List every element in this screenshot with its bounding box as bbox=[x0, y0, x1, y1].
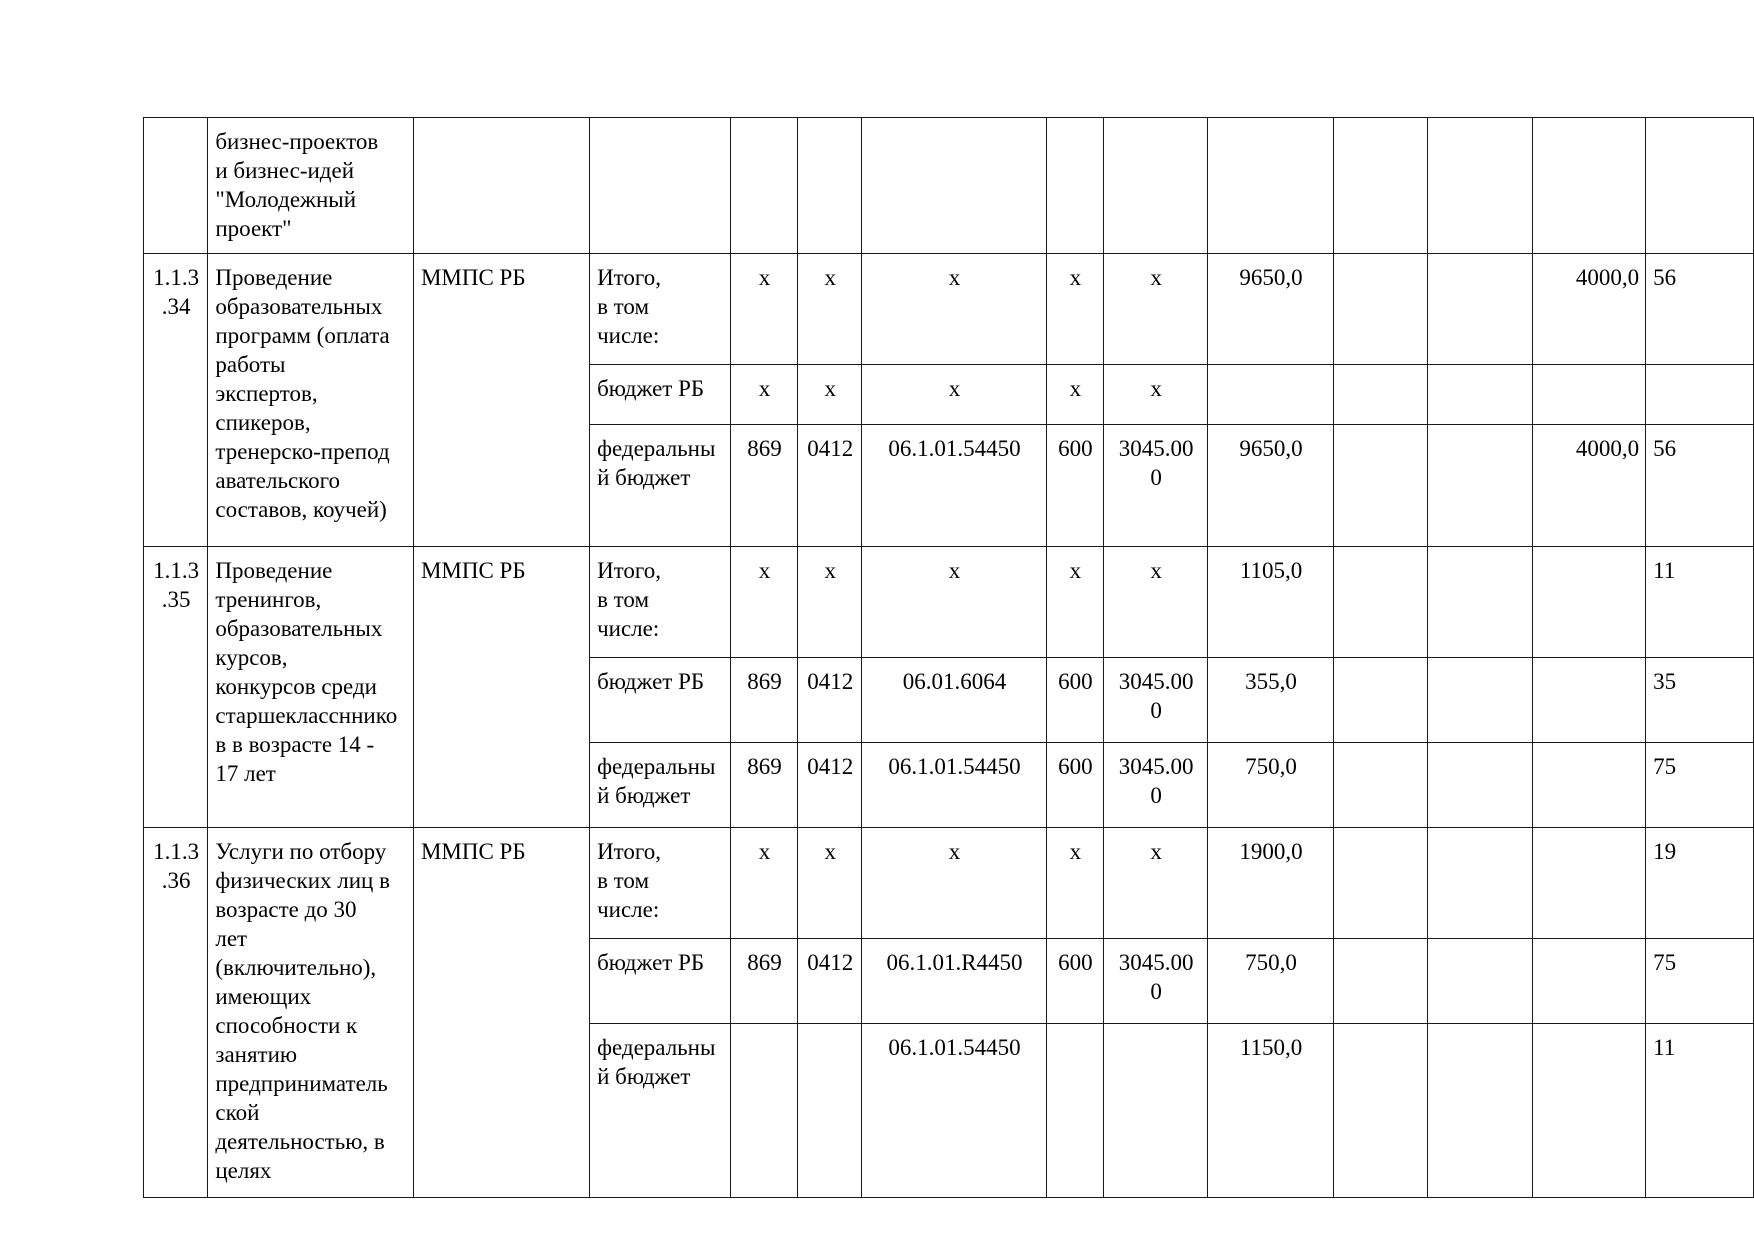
cell-text-line: лет bbox=[215, 926, 248, 951]
cell-text-line: тренингов, bbox=[215, 587, 322, 612]
budget-table bbox=[143, 117, 1754, 1198]
csr-cell bbox=[862, 939, 1046, 1024]
funding-source-cell bbox=[590, 939, 731, 1024]
cell-text: 06.01.6064 bbox=[902, 669, 1007, 694]
rzpr-cell bbox=[798, 254, 862, 365]
total-amount-cell bbox=[1208, 254, 1334, 365]
cell-text: x bbox=[948, 265, 961, 290]
year-amount-cell bbox=[1428, 425, 1533, 547]
cell-text: 75 bbox=[1653, 950, 1677, 975]
year-amount-cell bbox=[1646, 658, 1754, 743]
cell-text-line: Услуги по отбору bbox=[215, 839, 387, 864]
vr-cell bbox=[1046, 425, 1104, 547]
total-amount-cell bbox=[1208, 939, 1334, 1024]
executor-cell bbox=[413, 254, 589, 547]
cell-text-line: 0 bbox=[1150, 979, 1162, 1004]
kosgu-cell bbox=[1104, 828, 1208, 939]
kosgu-cell bbox=[1104, 547, 1208, 658]
year-amount-cell bbox=[1334, 939, 1428, 1024]
cell-text: x bbox=[1069, 839, 1082, 864]
csr-cell bbox=[862, 254, 1046, 365]
cell-text-line: бюджет РБ bbox=[597, 950, 705, 975]
year-amount-cell bbox=[1334, 254, 1428, 365]
cell-text-line: и бизнес-идей bbox=[215, 158, 354, 183]
vr-cell bbox=[1046, 828, 1104, 939]
csr-cell bbox=[862, 547, 1046, 658]
cell-text-line: работы bbox=[215, 352, 286, 377]
kosgu-cell bbox=[1104, 939, 1208, 1024]
cell-text-line: 3045.00 bbox=[1118, 436, 1194, 461]
total-amount-cell bbox=[1208, 743, 1334, 828]
cell-text-line: й бюджет bbox=[597, 465, 691, 490]
cell-text-line: ской bbox=[215, 1100, 260, 1125]
row-number-cell bbox=[144, 828, 208, 1198]
total-amount-cell bbox=[1208, 425, 1334, 547]
kosgu-cell bbox=[1104, 1024, 1208, 1198]
rzpr-cell bbox=[798, 828, 862, 939]
empty-cell bbox=[1334, 118, 1428, 254]
cell-text-line: целях bbox=[215, 1158, 272, 1183]
table-row bbox=[144, 254, 1754, 365]
cell-text-line: .36 bbox=[161, 868, 191, 893]
rzpr-cell bbox=[798, 547, 862, 658]
funding-source-cell bbox=[590, 254, 731, 365]
row-number-cell bbox=[144, 254, 208, 547]
empty-cell bbox=[730, 118, 797, 254]
year-amount-cell bbox=[1646, 828, 1754, 939]
cell-text-line: Итого, bbox=[597, 558, 662, 583]
cell-text-line: в в возрасте 14 - bbox=[215, 732, 375, 757]
cell-text-line: конкурсов среди bbox=[215, 674, 377, 699]
cell-text: 4000,0 bbox=[1575, 436, 1640, 461]
cell-text-line: 1.1.3 bbox=[153, 265, 200, 290]
cell-text-line: экспертов, bbox=[215, 381, 318, 406]
cell-text-line: старшеклассннико bbox=[215, 703, 398, 728]
cell-text-line: деятельностью, в bbox=[215, 1129, 385, 1154]
cell-text: 11 bbox=[1653, 558, 1676, 583]
grbs-cell bbox=[730, 743, 797, 828]
cell-text-line: 1.1.3 bbox=[153, 839, 200, 864]
year-amount-cell bbox=[1334, 425, 1428, 547]
cell-text-line: в том bbox=[597, 294, 650, 319]
event-name-cell bbox=[208, 828, 414, 1198]
cell-text-line: 3045.00 bbox=[1118, 754, 1194, 779]
year-amount-cell bbox=[1334, 1024, 1428, 1198]
row-number-cell bbox=[144, 118, 208, 254]
year-amount-cell bbox=[1428, 828, 1533, 939]
vr-cell bbox=[1046, 939, 1104, 1024]
cell-text: 355,0 bbox=[1245, 669, 1297, 694]
cell-text-line: тренерско-препод bbox=[215, 439, 390, 464]
grbs-cell bbox=[730, 828, 797, 939]
cell-text-line: й бюджет bbox=[597, 783, 691, 808]
cell-text-line: x bbox=[1150, 376, 1162, 401]
cell-text: 35 bbox=[1653, 669, 1677, 694]
cell-text-line: предприниматель bbox=[215, 1071, 388, 1096]
year-amount-cell bbox=[1646, 425, 1754, 547]
cell-text: x bbox=[824, 558, 837, 583]
cell-text-line: Итого, bbox=[597, 265, 662, 290]
cell-text-line: возрасте до 30 bbox=[215, 897, 357, 922]
cell-text-line: занятию bbox=[215, 1042, 298, 1067]
empty-cell bbox=[1208, 118, 1334, 254]
cell-text-line: проект" bbox=[215, 216, 292, 241]
cell-text-line: числе: bbox=[597, 616, 660, 641]
cell-text: x bbox=[1069, 265, 1082, 290]
cell-text-line: x bbox=[1150, 558, 1162, 583]
cell-text-line: составов, коучей) bbox=[215, 497, 387, 522]
event-name-cell bbox=[208, 254, 414, 547]
rzpr-cell bbox=[798, 365, 862, 425]
rzpr-cell bbox=[798, 658, 862, 743]
vr-cell bbox=[1046, 743, 1104, 828]
grbs-cell bbox=[730, 1024, 797, 1198]
cell-text: x bbox=[824, 376, 837, 401]
year-amount-cell bbox=[1646, 365, 1754, 425]
vr-cell bbox=[1046, 658, 1104, 743]
cell-text: ММПС РБ bbox=[420, 558, 526, 583]
empty-cell bbox=[1646, 118, 1754, 254]
year-amount-cell bbox=[1428, 658, 1533, 743]
year-amount-cell bbox=[1533, 743, 1646, 828]
cell-text: ММПС РБ bbox=[420, 265, 526, 290]
empty-cell bbox=[590, 118, 731, 254]
cell-text-line: Итого, bbox=[597, 839, 662, 864]
cell-text: 06.1.01.R4450 bbox=[886, 950, 1023, 975]
cell-text-line: бюджет РБ bbox=[597, 669, 705, 694]
cell-text: 0412 bbox=[807, 950, 854, 975]
cell-text: 4000,0 bbox=[1575, 265, 1640, 290]
cell-text-line: числе: bbox=[597, 323, 660, 348]
year-amount-cell bbox=[1533, 425, 1646, 547]
year-amount-cell bbox=[1334, 365, 1428, 425]
year-amount-cell bbox=[1428, 939, 1533, 1024]
grbs-cell bbox=[730, 365, 797, 425]
kosgu-cell bbox=[1104, 425, 1208, 547]
total-amount-cell bbox=[1208, 547, 1334, 658]
table-row bbox=[144, 547, 1754, 658]
year-amount-cell bbox=[1533, 547, 1646, 658]
cell-text: x bbox=[948, 376, 961, 401]
cell-text: 750,0 bbox=[1245, 950, 1297, 975]
cell-text-line: в том bbox=[597, 868, 650, 893]
cell-text: x bbox=[758, 558, 771, 583]
cell-text: 750,0 bbox=[1245, 754, 1297, 779]
empty-cell bbox=[862, 118, 1046, 254]
event-name-cell bbox=[208, 547, 414, 828]
grbs-cell bbox=[730, 254, 797, 365]
cell-text: 06.1.01.54450 bbox=[888, 754, 1021, 779]
cell-text-line: 1.1.3 bbox=[153, 558, 200, 583]
cell-text: 869 bbox=[747, 950, 782, 975]
cell-text-line: (включительно), bbox=[215, 955, 377, 980]
vr-cell bbox=[1046, 365, 1104, 425]
cell-text: 06.1.01.54450 bbox=[888, 1035, 1021, 1060]
cell-text: 9650,0 bbox=[1239, 265, 1303, 290]
cell-text: x bbox=[1069, 376, 1082, 401]
total-amount-cell bbox=[1208, 828, 1334, 939]
executor-cell bbox=[413, 547, 589, 828]
cell-text-line: федеральны bbox=[597, 754, 716, 779]
total-amount-cell bbox=[1208, 658, 1334, 743]
cell-text: x bbox=[948, 558, 961, 583]
cell-text-line: x bbox=[1150, 839, 1162, 864]
cell-text-line: в том bbox=[597, 587, 650, 612]
cell-text: 0412 bbox=[807, 436, 854, 461]
total-amount-cell bbox=[1208, 365, 1334, 425]
table-row-continuation bbox=[144, 118, 1754, 254]
kosgu-cell bbox=[1104, 254, 1208, 365]
cell-text-line: 3045.00 bbox=[1118, 950, 1194, 975]
table-row bbox=[144, 828, 1754, 939]
vr-cell bbox=[1046, 1024, 1104, 1198]
year-amount-cell bbox=[1533, 658, 1646, 743]
cell-text-line: 0 bbox=[1150, 465, 1162, 490]
empty-cell bbox=[798, 118, 862, 254]
total-amount-cell bbox=[1208, 1024, 1334, 1198]
year-amount-cell bbox=[1428, 547, 1533, 658]
year-amount-cell bbox=[1334, 547, 1428, 658]
empty-cell bbox=[413, 118, 589, 254]
empty-cell bbox=[1428, 118, 1533, 254]
cell-text: 9650,0 bbox=[1239, 436, 1303, 461]
csr-cell bbox=[862, 1024, 1046, 1198]
year-amount-cell bbox=[1646, 743, 1754, 828]
vr-cell bbox=[1046, 547, 1104, 658]
cell-text-line: .35 bbox=[161, 587, 191, 612]
grbs-cell bbox=[730, 939, 797, 1024]
rzpr-cell bbox=[798, 743, 862, 828]
cell-text-line: "Молодежный bbox=[215, 187, 357, 212]
cell-text-line: Проведение bbox=[215, 265, 333, 290]
cell-text: x bbox=[948, 839, 961, 864]
cell-text: 11 bbox=[1653, 1035, 1676, 1060]
cell-text-line: бюджет РБ bbox=[597, 376, 705, 401]
cell-text: 869 bbox=[747, 754, 782, 779]
cell-text: 0412 bbox=[807, 669, 854, 694]
cell-text: ММПС РБ bbox=[420, 839, 526, 864]
cell-text-line: Проведение bbox=[215, 558, 333, 583]
cell-text-line: 0 bbox=[1150, 783, 1162, 808]
cell-text: 600 bbox=[1058, 669, 1093, 694]
funding-source-cell bbox=[590, 365, 731, 425]
cell-text: 1900,0 bbox=[1239, 839, 1303, 864]
year-amount-cell bbox=[1533, 939, 1646, 1024]
rzpr-cell bbox=[798, 939, 862, 1024]
funding-source-cell bbox=[590, 425, 731, 547]
funding-source-cell bbox=[590, 743, 731, 828]
csr-cell bbox=[862, 658, 1046, 743]
cell-text-line: 0 bbox=[1150, 698, 1162, 723]
funding-source-cell bbox=[590, 547, 731, 658]
grbs-cell bbox=[730, 425, 797, 547]
kosgu-cell bbox=[1104, 658, 1208, 743]
year-amount-cell bbox=[1533, 254, 1646, 365]
empty-cell bbox=[1104, 118, 1208, 254]
year-amount-cell bbox=[1533, 365, 1646, 425]
cell-text-line: x bbox=[1150, 265, 1162, 290]
cell-text-line: й бюджет bbox=[597, 1064, 691, 1089]
csr-cell bbox=[862, 425, 1046, 547]
year-amount-cell bbox=[1533, 828, 1646, 939]
grbs-cell bbox=[730, 547, 797, 658]
cell-text: 0412 bbox=[807, 754, 854, 779]
cell-text-line: .34 bbox=[161, 294, 191, 319]
empty-cell bbox=[1533, 118, 1646, 254]
cell-text-line: образовательных bbox=[215, 294, 383, 319]
executor-cell bbox=[413, 828, 589, 1198]
cell-text: x bbox=[824, 265, 837, 290]
year-amount-cell bbox=[1428, 254, 1533, 365]
cell-text: x bbox=[758, 376, 771, 401]
cell-text: 600 bbox=[1058, 754, 1093, 779]
cell-text: 19 bbox=[1653, 839, 1677, 864]
cell-text-line: образовательных bbox=[215, 616, 383, 641]
cell-text: 600 bbox=[1058, 436, 1093, 461]
kosgu-cell bbox=[1104, 743, 1208, 828]
year-amount-cell bbox=[1428, 1024, 1533, 1198]
funding-source-cell bbox=[590, 658, 731, 743]
year-amount-cell bbox=[1646, 939, 1754, 1024]
year-amount-cell bbox=[1646, 1024, 1754, 1198]
cell-text-line: спикеров, bbox=[215, 410, 311, 435]
cell-text-line: имеющих bbox=[215, 984, 312, 1009]
cell-text-line: 3045.00 bbox=[1118, 669, 1194, 694]
rzpr-cell bbox=[798, 425, 862, 547]
year-amount-cell bbox=[1428, 743, 1533, 828]
cell-text: 75 bbox=[1653, 754, 1677, 779]
kosgu-cell bbox=[1104, 365, 1208, 425]
cell-text-line: программ (оплата bbox=[215, 323, 390, 348]
row-number-cell bbox=[144, 547, 208, 828]
cell-text: 56 bbox=[1653, 436, 1677, 461]
csr-cell bbox=[862, 743, 1046, 828]
csr-cell bbox=[862, 828, 1046, 939]
year-amount-cell bbox=[1334, 828, 1428, 939]
event-name-cell bbox=[208, 118, 414, 254]
cell-text: 600 bbox=[1058, 950, 1093, 975]
year-amount-cell bbox=[1646, 254, 1754, 365]
cell-text-line: числе: bbox=[597, 897, 660, 922]
cell-text: 56 bbox=[1653, 265, 1677, 290]
cell-text-line: федеральны bbox=[597, 1035, 716, 1060]
empty-cell bbox=[1046, 118, 1104, 254]
cell-text: 869 bbox=[747, 436, 782, 461]
year-amount-cell bbox=[1334, 658, 1428, 743]
cell-text-line: федеральны bbox=[597, 436, 716, 461]
cell-text: 06.1.01.54450 bbox=[888, 436, 1021, 461]
cell-text-line: курсов, bbox=[215, 645, 288, 670]
cell-text-line: физических лиц в bbox=[215, 868, 390, 893]
cell-text: x bbox=[824, 839, 837, 864]
vr-cell bbox=[1046, 254, 1104, 365]
rzpr-cell bbox=[798, 1024, 862, 1198]
cell-text: 1105,0 bbox=[1239, 558, 1303, 583]
year-amount-cell bbox=[1646, 547, 1754, 658]
year-amount-cell bbox=[1533, 1024, 1646, 1198]
cell-text-line: 17 лет bbox=[215, 761, 276, 786]
funding-source-cell bbox=[590, 1024, 731, 1198]
cell-text: x bbox=[758, 839, 771, 864]
csr-cell bbox=[862, 365, 1046, 425]
cell-text-line: авательского bbox=[215, 468, 341, 493]
funding-source-cell bbox=[590, 828, 731, 939]
cell-text: 1150,0 bbox=[1239, 1035, 1303, 1060]
cell-text-line: бизнес-проектов bbox=[215, 129, 379, 154]
cell-text: x bbox=[1069, 558, 1082, 583]
cell-text: x bbox=[758, 265, 771, 290]
grbs-cell bbox=[730, 658, 797, 743]
year-amount-cell bbox=[1428, 365, 1533, 425]
cell-text-line: способности к bbox=[215, 1013, 358, 1038]
year-amount-cell bbox=[1334, 743, 1428, 828]
cell-text: 869 bbox=[747, 669, 782, 694]
